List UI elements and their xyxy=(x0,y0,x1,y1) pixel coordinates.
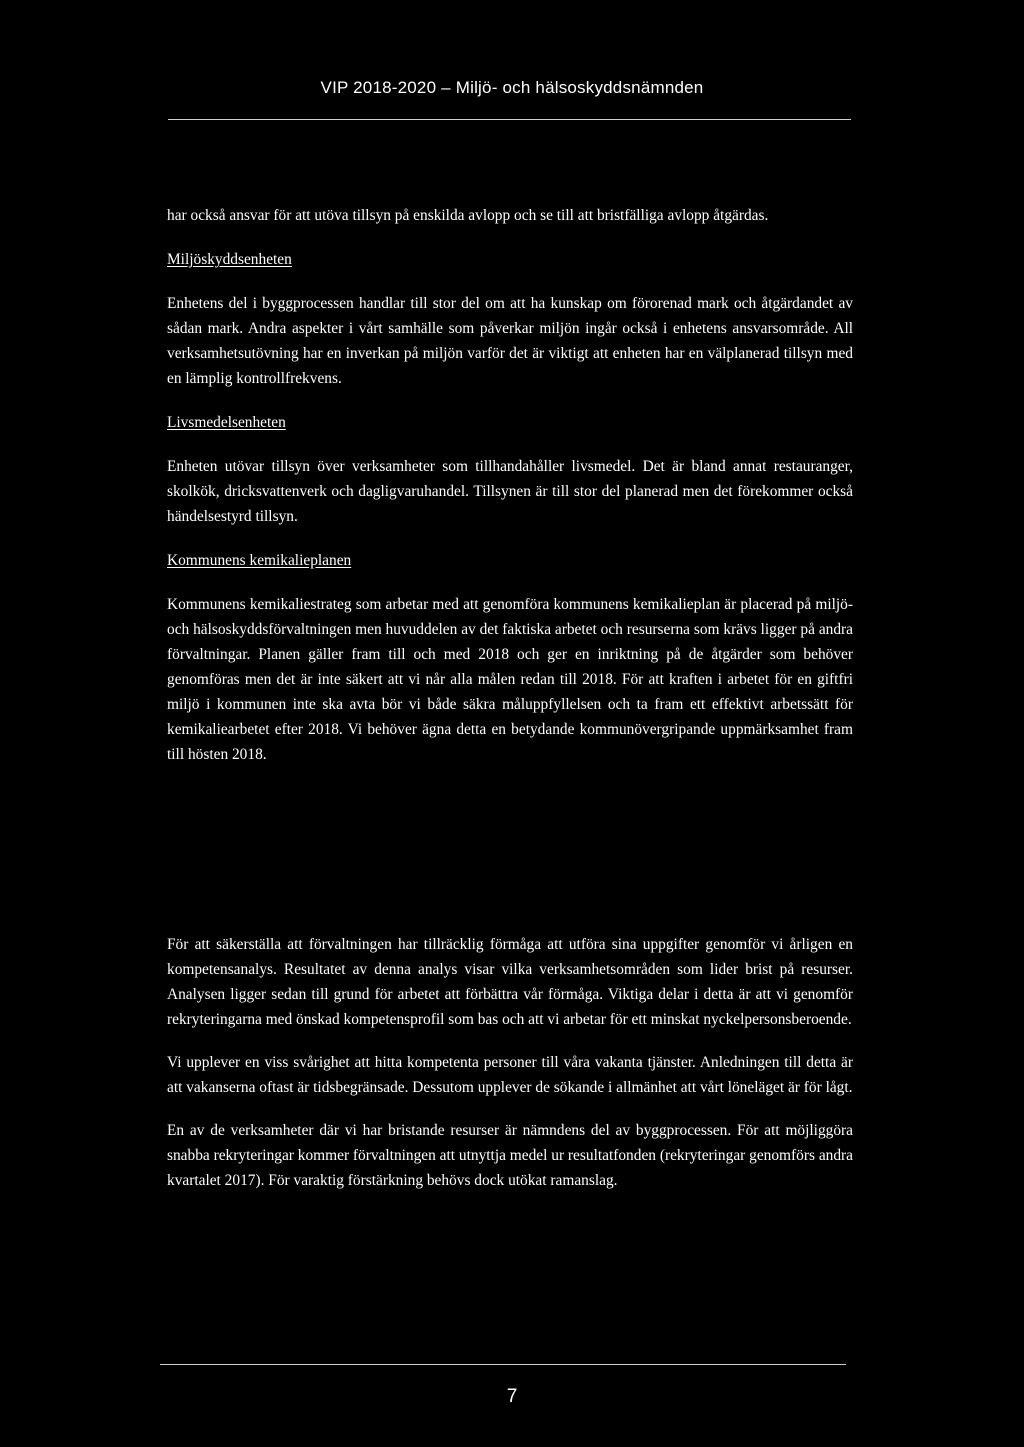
main-content xyxy=(167,203,853,786)
page-header: VIP 2018-2020 – Miljö- och hälsoskyddsnämnden xyxy=(320,78,704,97)
competence-content xyxy=(167,932,853,1211)
competence-paragraph-2: Vi upplever en viss svårighet att hitta kompetenta personer till våra vakanta tjänster. Anledningen till detta är att vakanserna oftast är tidsbegränsade. Dessutom upplever de sökande i allmänhet att vårt löneläget är för lågt. xyxy=(167,1054,853,1096)
section-heading-miljoskydd: Miljöskyddsenheten xyxy=(167,251,292,268)
section-text-livsmedel: Enheten utövar tillsyn över verksamheter som tillhandahåller livsmedel. Det är bland annat restauranger, skolkök, dricksvattenverk och dagligvaruhandel. Tillsynen är till stor del planerad men det förekommer också händelsestyrd tillsyn. xyxy=(167,458,853,525)
page-number: 7 xyxy=(506,1386,518,1407)
competence-paragraph-1: För att säkerställa att förvaltningen har tillräcklig förmåga att utföra sina uppgifter genomför vi årligen en kompetensanalys. Resultatet av denna analys visar vilka verksamhetsområden som lider brist på resurser. Analysen ligger sedan till grund för arbetet att förbättra vår förmåga. Viktiga delar i detta är att vi genomför rekryteringarna med önskad kompetensprofil som bas och att vi arbetar för ett minskat nyckelpersonsberoende. xyxy=(167,936,853,1028)
competence-paragraph-3: En av de verksamheter där vi har bristande resurser är nämndens del av byggprocessen. För att möjliggöra snabba rekryteringar kommer förvaltningen att utnyttja medel ur resultatfonden (rekryteringar genomförs andra kvartalet 2017). För varaktig förstärkning behövs dock utökat ramanslag. xyxy=(167,1122,853,1189)
section-heading-kemikalieplan: Kommunens kemikalieplanen xyxy=(167,552,352,569)
section-text-kemikalieplan: Kommunens kemikaliestrateg som arbetar med att genomföra kommunens kemikalieplan är placerad på miljö-och hälsoskyddsförvaltningen men huvuddelen av det faktiska arbetet och resurserna som krävs ligger på andra förvaltningar. Planen gäller fram till och med 2018 och ger en inriktning på de åtgärder som behöver genomföras men det är inte säkert att vi når alla målen redan till 2018. För att kraften i arbetet för en giftfri miljö i kommunen inte ska avta bör vi både säkra måluppfyllelsen och ta fram ett effektivt arbetssätt för kemikaliearbetet efter 2018. Vi behöver ägna detta en betydande kommunövergripande uppmärksamhet fram till hösten 2018. xyxy=(167,596,853,763)
section-text-miljoskydd: Enhetens del i byggprocessen handlar till stor del om att ha kunskap om förorenad mark och åtgärdandet av sådan mark. Andra aspekter i vårt samhälle som påverkar miljön ingår också i enhetens ansvarsområde. All verksamhetsutövning har en inverkan på miljön varför det är viktigt att enheten har en välplanerad tillsyn med en lämplig kontrollfrekvens. xyxy=(167,295,853,387)
footer-divider xyxy=(160,1364,846,1365)
header-divider xyxy=(168,119,851,120)
section-heading-livsmedel: Livsmedelsenheten xyxy=(167,414,286,431)
intro-paragraph: har också ansvar för att utöva tillsyn på enskilda avlopp och se till att bristfälliga avlopp åtgärdas. xyxy=(167,207,769,224)
